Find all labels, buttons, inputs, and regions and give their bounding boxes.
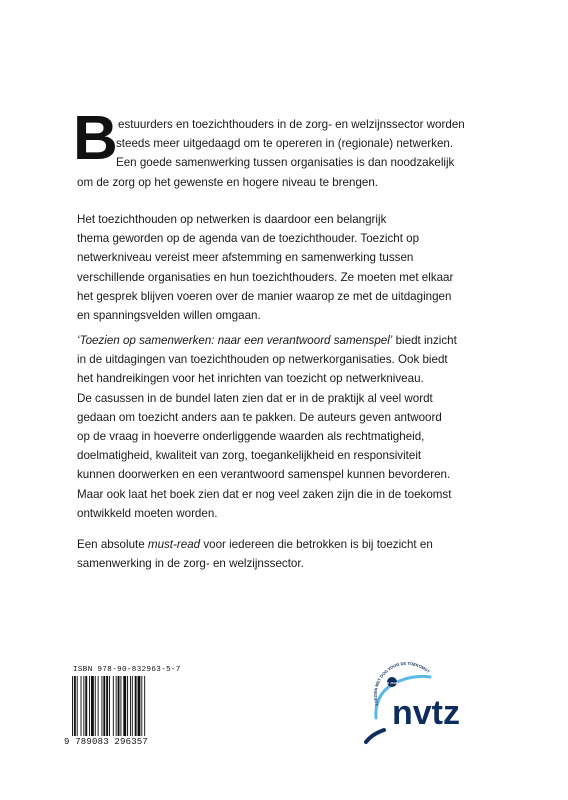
paragraph-networks [77, 210, 513, 325]
text-line: netwerkniveau vereist meer afstemming en samenwerking tussen [77, 251, 414, 265]
nvtz-logo [362, 660, 502, 750]
text-line: verschillende organisaties en hun toezichthouders. Ze moeten met elkaar [77, 270, 454, 284]
paragraph-mustread [77, 535, 513, 573]
book-title: ‘Toezien op samenwerken: naar een verantwoord samenspel’ [77, 334, 393, 347]
text-line: op de vraag in hoeverre onderliggende waarden als rechtmatigheid, [77, 430, 425, 444]
text-line: het gesprek blijven voeren over de manier waarop ze met de uitdagingen [77, 289, 452, 303]
barcode-digits: 9 789083 296357 [64, 737, 149, 747]
text-line: De casussen in de bundel laten zien dat er in de praktijk al veel wordt [77, 391, 433, 405]
paragraph-book [77, 331, 513, 523]
text-line [77, 331, 513, 350]
text-line: steeds meer uitgedaagd om te opereren in (regionale) netwerken. [116, 137, 454, 151]
text-line: in de uitdagingen van toezichthouden op netwerkorganisaties. Ook biedt [77, 353, 448, 367]
text-line: thema geworden op de agenda van de toezichthouder. Toezicht op [77, 232, 420, 246]
paragraph-intro [77, 115, 513, 192]
text-line: Het toezichthouden op netwerken is daardoor een belangrijk [77, 213, 387, 226]
text-line: Maar ook laat het boek zien dat er nog veel zaken zijn die in de toekomst [77, 487, 452, 501]
isbn-label: ISBN 978-90-832963-5-7 [73, 666, 181, 674]
text-line: kunnen doorwerken en een verantwoord samenspel kunnen bevorderen. [77, 468, 451, 482]
text-fragment: biedt inzicht [392, 334, 457, 347]
text-line: doelmatigheid, kwaliteit van zorg, toegankelijkheid en responsiviteit [77, 449, 422, 463]
anniversary-text: 30 JAAR [385, 681, 399, 685]
text-line: estuurders en toezichthouders in de zorg- en welzijnssector worden [118, 118, 465, 131]
text-line: gedaan om toezicht anders aan te pakken. De auteurs geven antwoord [77, 410, 442, 424]
text-line: om de zorg op het gewenste en hogere niveau te brengen. [77, 175, 379, 189]
emphasis: must-read [147, 538, 201, 551]
text-line: ontwikkeld moeten worden. [77, 506, 218, 520]
text-fragment: voor iedereen die betrokken is bij toezicht en [200, 538, 433, 551]
logo-tagline: TOEZIEN MET OOG VOOR DE TOEKOMST [372, 660, 431, 707]
text-line [77, 535, 513, 554]
text-line: en spanningsvelden willen omgaan. [77, 309, 261, 323]
barcode [72, 676, 172, 736]
text-fragment: Een absolute [77, 538, 148, 551]
logo-wordmark: nvtz [392, 694, 460, 732]
text-line: het handreikingen voor het inrichten van toezicht op netwerkniveau. [77, 372, 424, 386]
text-line: samenwerking in de zorg- en welzijnssector. [77, 557, 304, 571]
drop-cap: B [73, 104, 118, 173]
text-line: Een goede samenwerking tussen organisaties is dan noodzakelijk [116, 156, 455, 170]
